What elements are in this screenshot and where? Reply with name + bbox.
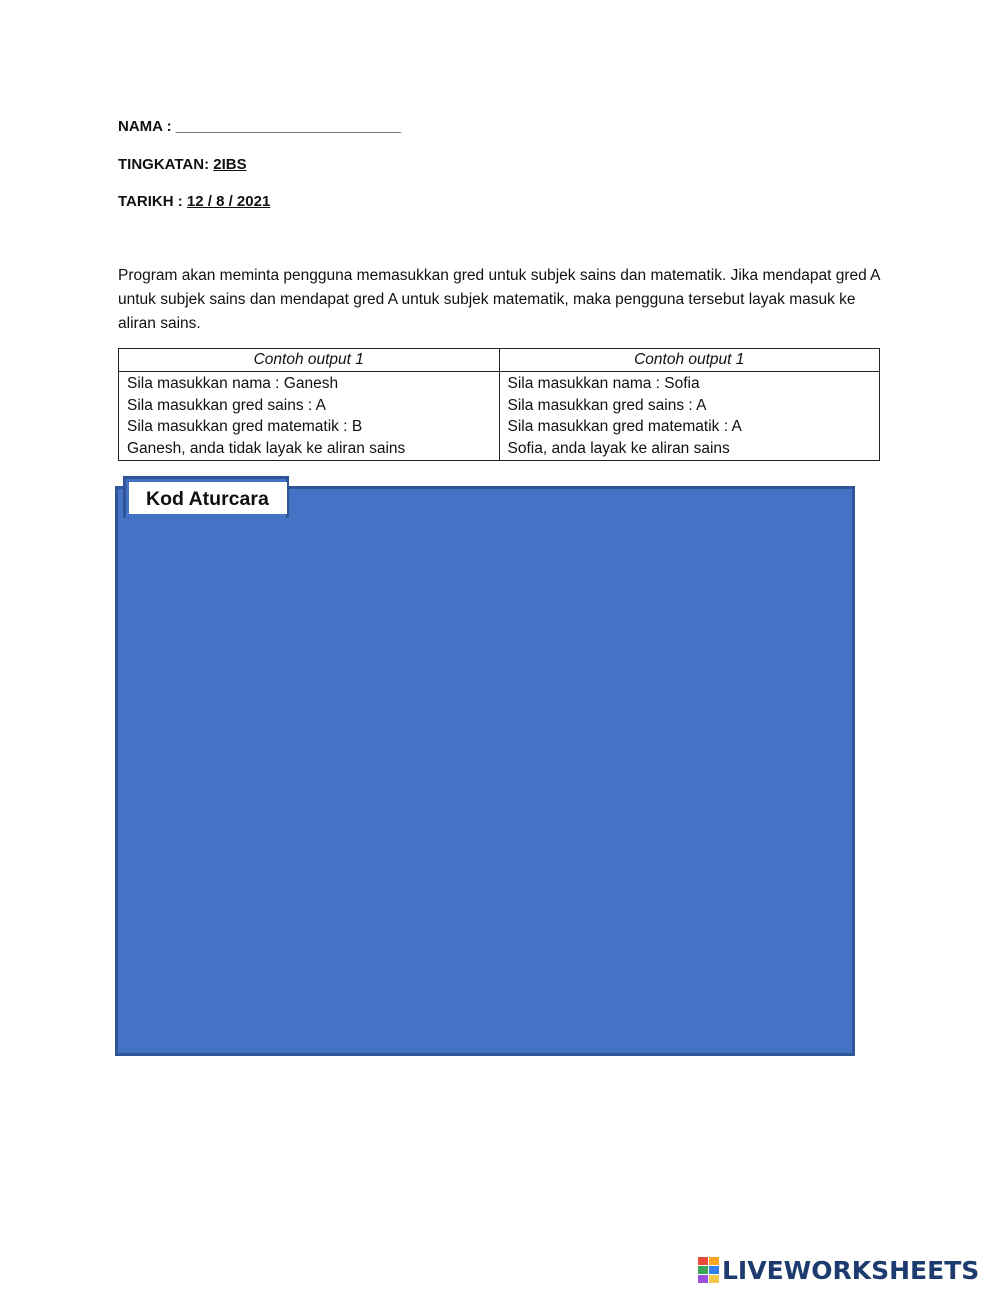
table-header-row [119, 349, 880, 372]
date-value: 12 / 8 / 2021 [186, 193, 271, 210]
brand-name: LIVEWORKSHEETS [722, 1255, 980, 1285]
table-row [119, 372, 880, 461]
form-level-value: 2IBS [213, 156, 247, 173]
output-line: Sila masukkan nama : Ganesh [127, 375, 339, 392]
code-tab-label: Kod Aturcara [129, 482, 287, 514]
output-line: Ganesh, anda tidak layak ke aliran sains [127, 439, 406, 457]
form-level-field [118, 156, 247, 173]
liveworksheets-brand [698, 1257, 979, 1283]
name-blank[interactable]: ___________________________ [175, 118, 402, 135]
output-line: Sila masukkan gred sains : A [507, 396, 707, 414]
name-field [118, 118, 401, 135]
output-line: Sila masukkan gred matematik : A [507, 418, 742, 435]
sample-output-cell-2 [499, 372, 880, 461]
output-line: Sofia, anda layak ke aliran sains [507, 439, 730, 457]
liveworksheets-logo-icon [698, 1257, 719, 1283]
output-line: Sila masukkan gred sains : A [127, 396, 327, 414]
column-header: Contoh output 1 [499, 349, 880, 372]
sample-output-cell-1 [119, 372, 500, 461]
form-level-label: TINGKATAN: [118, 156, 210, 173]
column-header: Contoh output 1 [119, 349, 500, 372]
sample-output-table [118, 348, 880, 461]
output-line: Sila masukkan gred matematik : B [127, 418, 363, 435]
instructions-paragraph: Program akan meminta pengguna memasukkan gred untuk subjek sains dan matematik. Jika mendapat gred A untuk subjek sains dan mendapat gred A untuk subjek matematik, maka pengguna tersebut layak masuk ke aliran sains. [118, 267, 880, 332]
output-line: Sila masukkan nama : Sofia [507, 375, 700, 392]
name-label: NAMA : [118, 118, 172, 135]
code-answer-area[interactable] [115, 486, 855, 1056]
date-label: TARIKH : [118, 193, 183, 210]
date-field [118, 193, 270, 210]
